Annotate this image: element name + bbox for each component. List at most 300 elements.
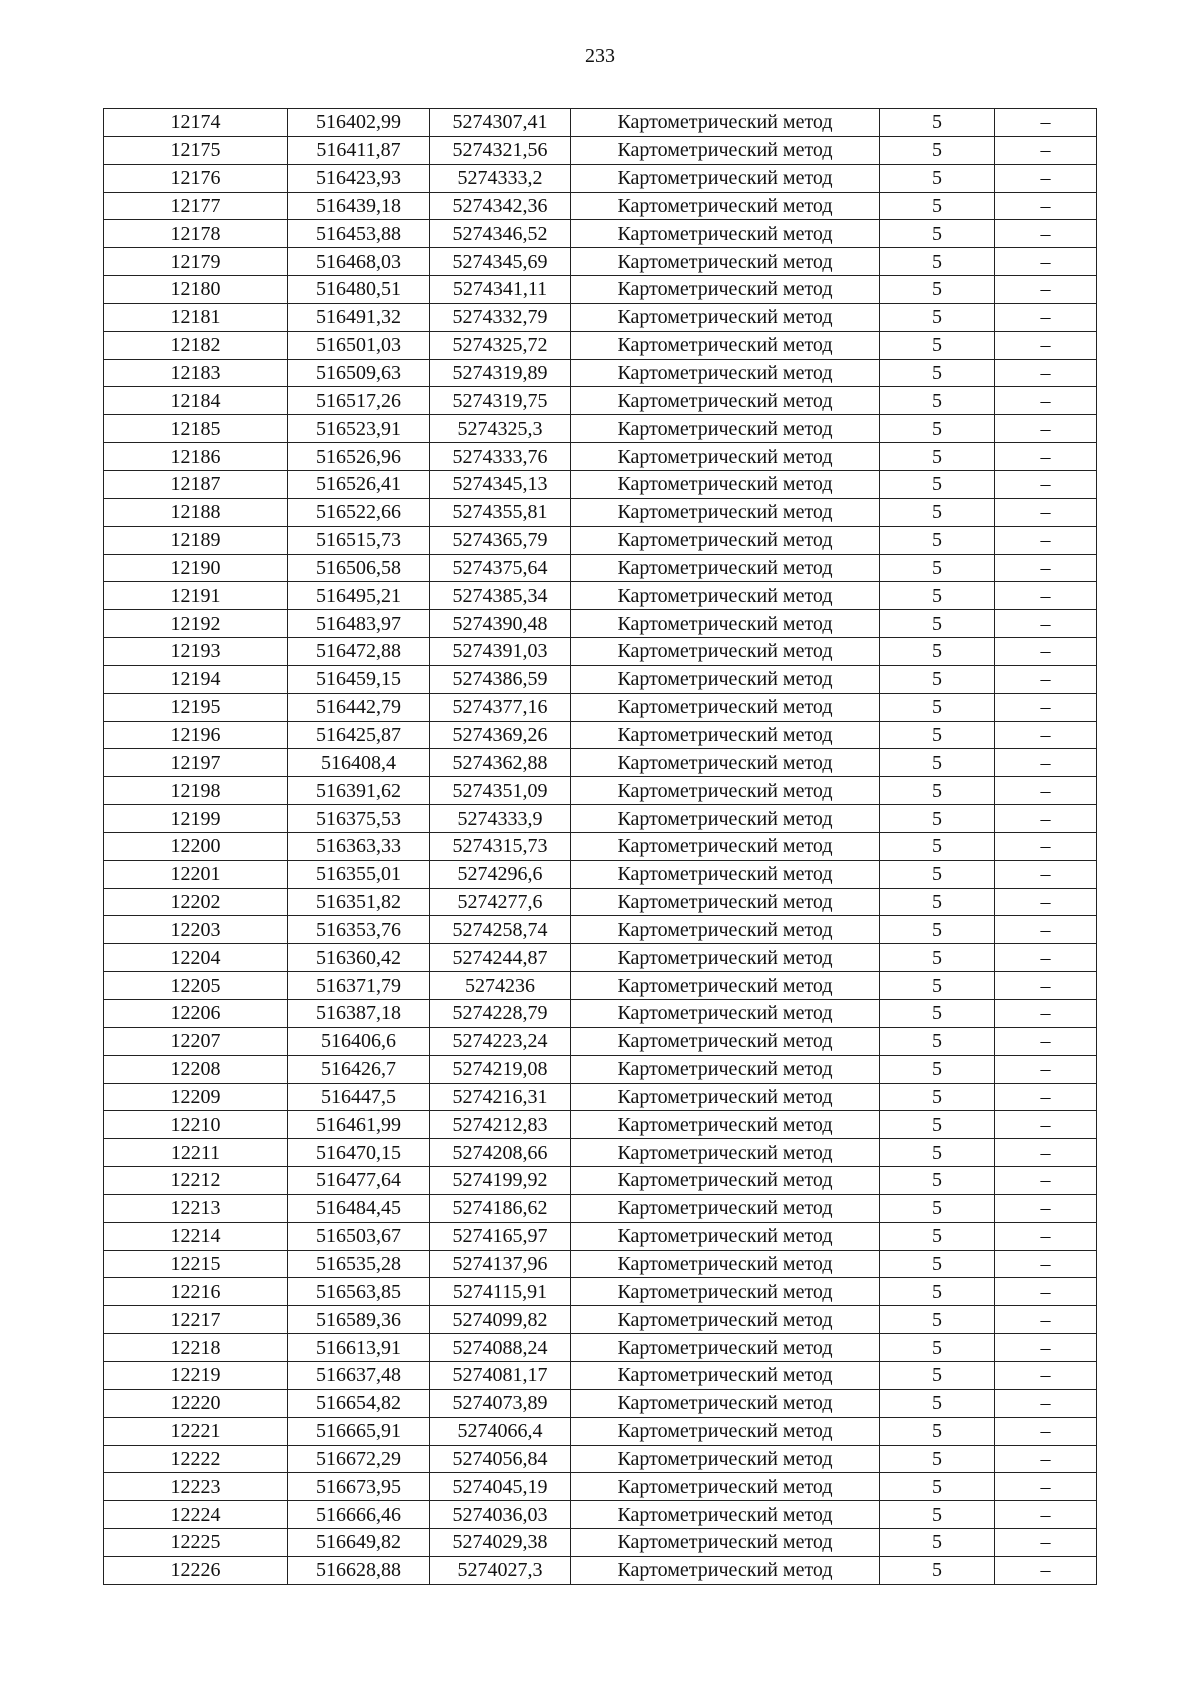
coordinate-y-cell: 5274333,2 — [430, 164, 571, 192]
description-cell: – — [995, 470, 1097, 498]
point-number-cell: 12190 — [104, 554, 288, 582]
table-row — [104, 888, 1097, 916]
coordinate-x-cell: 516495,21 — [288, 582, 430, 610]
table-row — [104, 638, 1097, 666]
method-cell: Картометрический метод — [571, 554, 880, 582]
description-cell: – — [995, 109, 1097, 137]
coordinate-y-cell: 5274223,24 — [430, 1027, 571, 1055]
coordinate-x-cell: 516649,82 — [288, 1529, 430, 1557]
accuracy-cell: 5 — [880, 1139, 995, 1167]
table-row — [104, 1278, 1097, 1306]
coordinate-y-cell: 5274375,64 — [430, 554, 571, 582]
description-cell: – — [995, 359, 1097, 387]
coordinate-x-cell: 516423,93 — [288, 164, 430, 192]
description-cell: – — [995, 331, 1097, 359]
table-row — [104, 1139, 1097, 1167]
point-number-cell: 12220 — [104, 1389, 288, 1417]
accuracy-cell: 5 — [880, 749, 995, 777]
coordinates-table — [103, 108, 1097, 1585]
method-cell: Картометрический метод — [571, 136, 880, 164]
coordinate-y-cell: 5274346,52 — [430, 220, 571, 248]
accuracy-cell: 5 — [880, 1389, 995, 1417]
method-cell: Картометрический метод — [571, 1139, 880, 1167]
table-row — [104, 359, 1097, 387]
point-number-cell: 12214 — [104, 1222, 288, 1250]
coordinate-x-cell: 516371,79 — [288, 972, 430, 1000]
method-cell: Картометрический метод — [571, 805, 880, 833]
method-cell: Картометрический метод — [571, 832, 880, 860]
point-number-cell: 12210 — [104, 1111, 288, 1139]
coordinate-x-cell: 516351,82 — [288, 888, 430, 916]
method-cell: Картометрический метод — [571, 415, 880, 443]
description-cell: – — [995, 1139, 1097, 1167]
coordinate-y-cell: 5274115,91 — [430, 1278, 571, 1306]
table-row — [104, 805, 1097, 833]
point-number-cell: 12196 — [104, 721, 288, 749]
point-number-cell: 12192 — [104, 610, 288, 638]
point-number-cell: 12193 — [104, 638, 288, 666]
description-cell: – — [995, 526, 1097, 554]
description-cell: – — [995, 1361, 1097, 1389]
coordinate-y-cell: 5274212,83 — [430, 1111, 571, 1139]
method-cell: Картометрический метод — [571, 860, 880, 888]
accuracy-cell: 5 — [880, 1529, 995, 1557]
coordinate-y-cell: 5274228,79 — [430, 1000, 571, 1028]
coordinate-x-cell: 516509,63 — [288, 359, 430, 387]
coordinate-y-cell: 5274307,41 — [430, 109, 571, 137]
point-number-cell: 12218 — [104, 1334, 288, 1362]
table-row — [104, 109, 1097, 137]
accuracy-cell: 5 — [880, 415, 995, 443]
point-number-cell: 12207 — [104, 1027, 288, 1055]
coordinate-y-cell: 5274236 — [430, 972, 571, 1000]
description-cell: – — [995, 164, 1097, 192]
description-cell: – — [995, 749, 1097, 777]
coordinate-y-cell: 5274351,09 — [430, 777, 571, 805]
point-number-cell: 12183 — [104, 359, 288, 387]
description-cell: – — [995, 1445, 1097, 1473]
point-number-cell: 12205 — [104, 972, 288, 1000]
accuracy-cell: 5 — [880, 109, 995, 137]
table-row — [104, 1473, 1097, 1501]
accuracy-cell: 5 — [880, 1055, 995, 1083]
table-row — [104, 777, 1097, 805]
description-cell: – — [995, 248, 1097, 276]
point-number-cell: 12212 — [104, 1167, 288, 1195]
coordinate-x-cell: 516472,88 — [288, 638, 430, 666]
coordinate-y-cell: 5274319,75 — [430, 387, 571, 415]
method-cell: Картометрический метод — [571, 220, 880, 248]
accuracy-cell: 5 — [880, 1501, 995, 1529]
table-row — [104, 248, 1097, 276]
accuracy-cell: 5 — [880, 693, 995, 721]
point-number-cell: 12226 — [104, 1556, 288, 1584]
method-cell: Картометрический метод — [571, 1306, 880, 1334]
method-cell: Картометрический метод — [571, 693, 880, 721]
coordinate-x-cell: 516523,91 — [288, 415, 430, 443]
description-cell: – — [995, 1556, 1097, 1584]
table-row — [104, 276, 1097, 304]
coordinate-x-cell: 516491,32 — [288, 303, 430, 331]
accuracy-cell: 5 — [880, 1111, 995, 1139]
point-number-cell: 12185 — [104, 415, 288, 443]
method-cell: Картометрический метод — [571, 192, 880, 220]
coordinate-x-cell: 516484,45 — [288, 1194, 430, 1222]
table-row — [104, 944, 1097, 972]
table-row — [104, 387, 1097, 415]
method-cell: Картометрический метод — [571, 944, 880, 972]
coordinate-x-cell: 516375,53 — [288, 805, 430, 833]
coordinate-y-cell: 5274073,89 — [430, 1389, 571, 1417]
coordinate-x-cell: 516355,01 — [288, 860, 430, 888]
coordinate-y-cell: 5274342,36 — [430, 192, 571, 220]
point-number-cell: 12182 — [104, 331, 288, 359]
coordinate-y-cell: 5274315,73 — [430, 832, 571, 860]
coordinate-x-cell: 516477,64 — [288, 1167, 430, 1195]
table-row — [104, 1055, 1097, 1083]
accuracy-cell: 5 — [880, 721, 995, 749]
accuracy-cell: 5 — [880, 1445, 995, 1473]
method-cell: Картометрический метод — [571, 916, 880, 944]
accuracy-cell: 5 — [880, 1334, 995, 1362]
point-number-cell: 12176 — [104, 164, 288, 192]
table-row — [104, 136, 1097, 164]
table-row — [104, 554, 1097, 582]
description-cell: – — [995, 1389, 1097, 1417]
accuracy-cell: 5 — [880, 582, 995, 610]
coordinate-x-cell: 516628,88 — [288, 1556, 430, 1584]
table-row — [104, 331, 1097, 359]
accuracy-cell: 5 — [880, 1000, 995, 1028]
coordinate-y-cell: 5274199,92 — [430, 1167, 571, 1195]
method-cell: Картометрический метод — [571, 387, 880, 415]
method-cell: Картометрический метод — [571, 1027, 880, 1055]
table-row — [104, 1027, 1097, 1055]
coordinate-y-cell: 5274386,59 — [430, 665, 571, 693]
coordinate-x-cell: 516426,7 — [288, 1055, 430, 1083]
description-cell: – — [995, 944, 1097, 972]
method-cell: Картометрический метод — [571, 1167, 880, 1195]
description-cell: – — [995, 1501, 1097, 1529]
accuracy-cell: 5 — [880, 610, 995, 638]
coordinate-y-cell: 5274345,69 — [430, 248, 571, 276]
point-number-cell: 12179 — [104, 248, 288, 276]
table-row — [104, 415, 1097, 443]
description-cell: – — [995, 1306, 1097, 1334]
coordinate-x-cell: 516447,5 — [288, 1083, 430, 1111]
description-cell: – — [995, 1167, 1097, 1195]
coordinates-table-body — [104, 109, 1097, 1585]
point-number-cell: 12204 — [104, 944, 288, 972]
method-cell: Картометрический метод — [571, 972, 880, 1000]
accuracy-cell: 5 — [880, 1306, 995, 1334]
point-number-cell: 12216 — [104, 1278, 288, 1306]
method-cell: Картометрический метод — [571, 721, 880, 749]
description-cell: – — [995, 860, 1097, 888]
point-number-cell: 12225 — [104, 1529, 288, 1557]
table-row — [104, 192, 1097, 220]
method-cell: Картометрический метод — [571, 1389, 880, 1417]
accuracy-cell: 5 — [880, 554, 995, 582]
coordinate-x-cell: 516442,79 — [288, 693, 430, 721]
description-cell: – — [995, 276, 1097, 304]
method-cell: Картометрический метод — [571, 526, 880, 554]
description-cell: – — [995, 777, 1097, 805]
accuracy-cell: 5 — [880, 1417, 995, 1445]
description-cell: – — [995, 1473, 1097, 1501]
point-number-cell: 12186 — [104, 443, 288, 471]
coordinate-x-cell: 516439,18 — [288, 192, 430, 220]
accuracy-cell: 5 — [880, 1361, 995, 1389]
method-cell: Картометрический метод — [571, 248, 880, 276]
coordinate-x-cell: 516483,97 — [288, 610, 430, 638]
accuracy-cell: 5 — [880, 1473, 995, 1501]
point-number-cell: 12221 — [104, 1417, 288, 1445]
method-cell: Картометрический метод — [571, 1529, 880, 1557]
coordinate-x-cell: 516589,36 — [288, 1306, 430, 1334]
method-cell: Картометрический метод — [571, 164, 880, 192]
table-row — [104, 1000, 1097, 1028]
accuracy-cell: 5 — [880, 136, 995, 164]
table-row — [104, 1529, 1097, 1557]
description-cell: – — [995, 972, 1097, 1000]
description-cell: – — [995, 1083, 1097, 1111]
method-cell: Картометрический метод — [571, 1473, 880, 1501]
description-cell: – — [995, 1055, 1097, 1083]
coordinate-y-cell: 5274385,34 — [430, 582, 571, 610]
accuracy-cell: 5 — [880, 1556, 995, 1584]
table-row — [104, 443, 1097, 471]
point-number-cell: 12200 — [104, 832, 288, 860]
coordinate-x-cell: 516480,51 — [288, 276, 430, 304]
point-number-cell: 12223 — [104, 1473, 288, 1501]
description-cell: – — [995, 582, 1097, 610]
description-cell: – — [995, 638, 1097, 666]
description-cell: – — [995, 1250, 1097, 1278]
table-row — [104, 582, 1097, 610]
coordinate-y-cell: 5274355,81 — [430, 498, 571, 526]
accuracy-cell: 5 — [880, 443, 995, 471]
point-number-cell: 12203 — [104, 916, 288, 944]
point-number-cell: 12194 — [104, 665, 288, 693]
description-cell: – — [995, 443, 1097, 471]
accuracy-cell: 5 — [880, 276, 995, 304]
coordinate-y-cell: 5274333,9 — [430, 805, 571, 833]
method-cell: Картометрический метод — [571, 665, 880, 693]
table-row — [104, 1167, 1097, 1195]
point-number-cell: 12201 — [104, 860, 288, 888]
table-row — [104, 749, 1097, 777]
method-cell: Картометрический метод — [571, 1111, 880, 1139]
accuracy-cell: 5 — [880, 1222, 995, 1250]
method-cell: Картометрический метод — [571, 1083, 880, 1111]
description-cell: – — [995, 1027, 1097, 1055]
coordinate-y-cell: 5274325,3 — [430, 415, 571, 443]
coordinate-y-cell: 5274296,6 — [430, 860, 571, 888]
point-number-cell: 12181 — [104, 303, 288, 331]
coordinate-x-cell: 516672,29 — [288, 1445, 430, 1473]
method-cell: Картометрический метод — [571, 109, 880, 137]
coordinate-y-cell: 5274208,66 — [430, 1139, 571, 1167]
coordinate-x-cell: 516406,6 — [288, 1027, 430, 1055]
coordinate-x-cell: 516387,18 — [288, 1000, 430, 1028]
point-number-cell: 12199 — [104, 805, 288, 833]
coordinate-y-cell: 5274277,6 — [430, 888, 571, 916]
point-number-cell: 12174 — [104, 109, 288, 137]
method-cell: Картометрический метод — [571, 470, 880, 498]
coordinate-y-cell: 5274391,03 — [430, 638, 571, 666]
table-row — [104, 164, 1097, 192]
coordinate-y-cell: 5274219,08 — [430, 1055, 571, 1083]
coordinate-y-cell: 5274362,88 — [430, 749, 571, 777]
method-cell: Картометрический метод — [571, 1334, 880, 1362]
table-row — [104, 1306, 1097, 1334]
coordinate-y-cell: 5274088,24 — [430, 1334, 571, 1362]
accuracy-cell: 5 — [880, 972, 995, 1000]
point-number-cell: 12177 — [104, 192, 288, 220]
method-cell: Картометрический метод — [571, 888, 880, 916]
accuracy-cell: 5 — [880, 192, 995, 220]
coordinate-x-cell: 516353,76 — [288, 916, 430, 944]
coordinate-y-cell: 5274216,31 — [430, 1083, 571, 1111]
accuracy-cell: 5 — [880, 1083, 995, 1111]
coordinate-x-cell: 516470,15 — [288, 1139, 430, 1167]
point-number-cell: 12213 — [104, 1194, 288, 1222]
table-row — [104, 721, 1097, 749]
description-cell: – — [995, 1529, 1097, 1557]
coordinate-x-cell: 516453,88 — [288, 220, 430, 248]
accuracy-cell: 5 — [880, 526, 995, 554]
point-number-cell: 12197 — [104, 749, 288, 777]
table-row — [104, 1389, 1097, 1417]
point-number-cell: 12198 — [104, 777, 288, 805]
method-cell: Картометрический метод — [571, 1501, 880, 1529]
coordinate-y-cell: 5274345,13 — [430, 470, 571, 498]
description-cell: – — [995, 888, 1097, 916]
accuracy-cell: 5 — [880, 331, 995, 359]
coordinate-y-cell: 5274369,26 — [430, 721, 571, 749]
table-row — [104, 610, 1097, 638]
point-number-cell: 12209 — [104, 1083, 288, 1111]
coordinate-x-cell: 516522,66 — [288, 498, 430, 526]
accuracy-cell: 5 — [880, 387, 995, 415]
point-number-cell: 12211 — [104, 1139, 288, 1167]
coordinate-y-cell: 5274341,11 — [430, 276, 571, 304]
coordinate-x-cell: 516408,4 — [288, 749, 430, 777]
coordinate-y-cell: 5274056,84 — [430, 1445, 571, 1473]
coordinate-y-cell: 5274027,3 — [430, 1556, 571, 1584]
method-cell: Картометрический метод — [571, 303, 880, 331]
coordinate-y-cell: 5274258,74 — [430, 916, 571, 944]
coordinate-x-cell: 516360,42 — [288, 944, 430, 972]
coordinate-y-cell: 5274045,19 — [430, 1473, 571, 1501]
description-cell: – — [995, 1000, 1097, 1028]
point-number-cell: 12217 — [104, 1306, 288, 1334]
description-cell: – — [995, 220, 1097, 248]
method-cell: Картометрический метод — [571, 1445, 880, 1473]
coordinate-x-cell: 516461,99 — [288, 1111, 430, 1139]
coordinate-x-cell: 516503,67 — [288, 1222, 430, 1250]
method-cell: Картометрический метод — [571, 582, 880, 610]
accuracy-cell: 5 — [880, 470, 995, 498]
table-row — [104, 916, 1097, 944]
accuracy-cell: 5 — [880, 220, 995, 248]
coordinate-x-cell: 516517,26 — [288, 387, 430, 415]
coordinate-y-cell: 5274390,48 — [430, 610, 571, 638]
point-number-cell: 12224 — [104, 1501, 288, 1529]
method-cell: Картометрический метод — [571, 638, 880, 666]
accuracy-cell: 5 — [880, 665, 995, 693]
table-row — [104, 498, 1097, 526]
description-cell: – — [995, 387, 1097, 415]
accuracy-cell: 5 — [880, 1278, 995, 1306]
description-cell: – — [995, 832, 1097, 860]
coordinate-x-cell: 516526,96 — [288, 443, 430, 471]
table-row — [104, 665, 1097, 693]
description-cell: – — [995, 554, 1097, 582]
point-number-cell: 12215 — [104, 1250, 288, 1278]
coordinate-x-cell: 516391,62 — [288, 777, 430, 805]
table-row — [104, 1361, 1097, 1389]
point-number-cell: 12188 — [104, 498, 288, 526]
point-number-cell: 12191 — [104, 582, 288, 610]
accuracy-cell: 5 — [880, 916, 995, 944]
table-row — [104, 1111, 1097, 1139]
table-row — [104, 303, 1097, 331]
page-number: 233 — [585, 45, 615, 67]
method-cell: Картометрический метод — [571, 1222, 880, 1250]
point-number-cell: 12206 — [104, 1000, 288, 1028]
accuracy-cell: 5 — [880, 164, 995, 192]
table-row — [104, 220, 1097, 248]
coordinate-y-cell: 5274186,62 — [430, 1194, 571, 1222]
point-number-cell: 12187 — [104, 470, 288, 498]
accuracy-cell: 5 — [880, 1194, 995, 1222]
description-cell: – — [995, 303, 1097, 331]
description-cell: – — [995, 805, 1097, 833]
coordinate-y-cell: 5274333,76 — [430, 443, 571, 471]
coordinate-y-cell: 5274365,79 — [430, 526, 571, 554]
coordinate-y-cell: 5274165,97 — [430, 1222, 571, 1250]
description-cell: – — [995, 192, 1097, 220]
coordinate-x-cell: 516666,46 — [288, 1501, 430, 1529]
method-cell: Картометрический метод — [571, 1278, 880, 1306]
point-number-cell: 12178 — [104, 220, 288, 248]
point-number-cell: 12175 — [104, 136, 288, 164]
description-cell: – — [995, 721, 1097, 749]
coordinate-x-cell: 516363,33 — [288, 832, 430, 860]
description-cell: – — [995, 1222, 1097, 1250]
accuracy-cell: 5 — [880, 1027, 995, 1055]
description-cell: – — [995, 1334, 1097, 1362]
coordinate-y-cell: 5274137,96 — [430, 1250, 571, 1278]
method-cell: Картометрический метод — [571, 1556, 880, 1584]
accuracy-cell: 5 — [880, 832, 995, 860]
coordinate-x-cell: 516468,03 — [288, 248, 430, 276]
point-number-cell: 12222 — [104, 1445, 288, 1473]
method-cell: Картометрический метод — [571, 1055, 880, 1083]
accuracy-cell: 5 — [880, 359, 995, 387]
coordinate-x-cell: 516637,48 — [288, 1361, 430, 1389]
accuracy-cell: 5 — [880, 1167, 995, 1195]
table-row — [104, 693, 1097, 721]
table-row — [104, 1334, 1097, 1362]
description-cell: – — [995, 1194, 1097, 1222]
description-cell: – — [995, 665, 1097, 693]
table-row — [104, 1445, 1097, 1473]
coordinate-x-cell: 516425,87 — [288, 721, 430, 749]
coordinate-x-cell: 516501,03 — [288, 331, 430, 359]
